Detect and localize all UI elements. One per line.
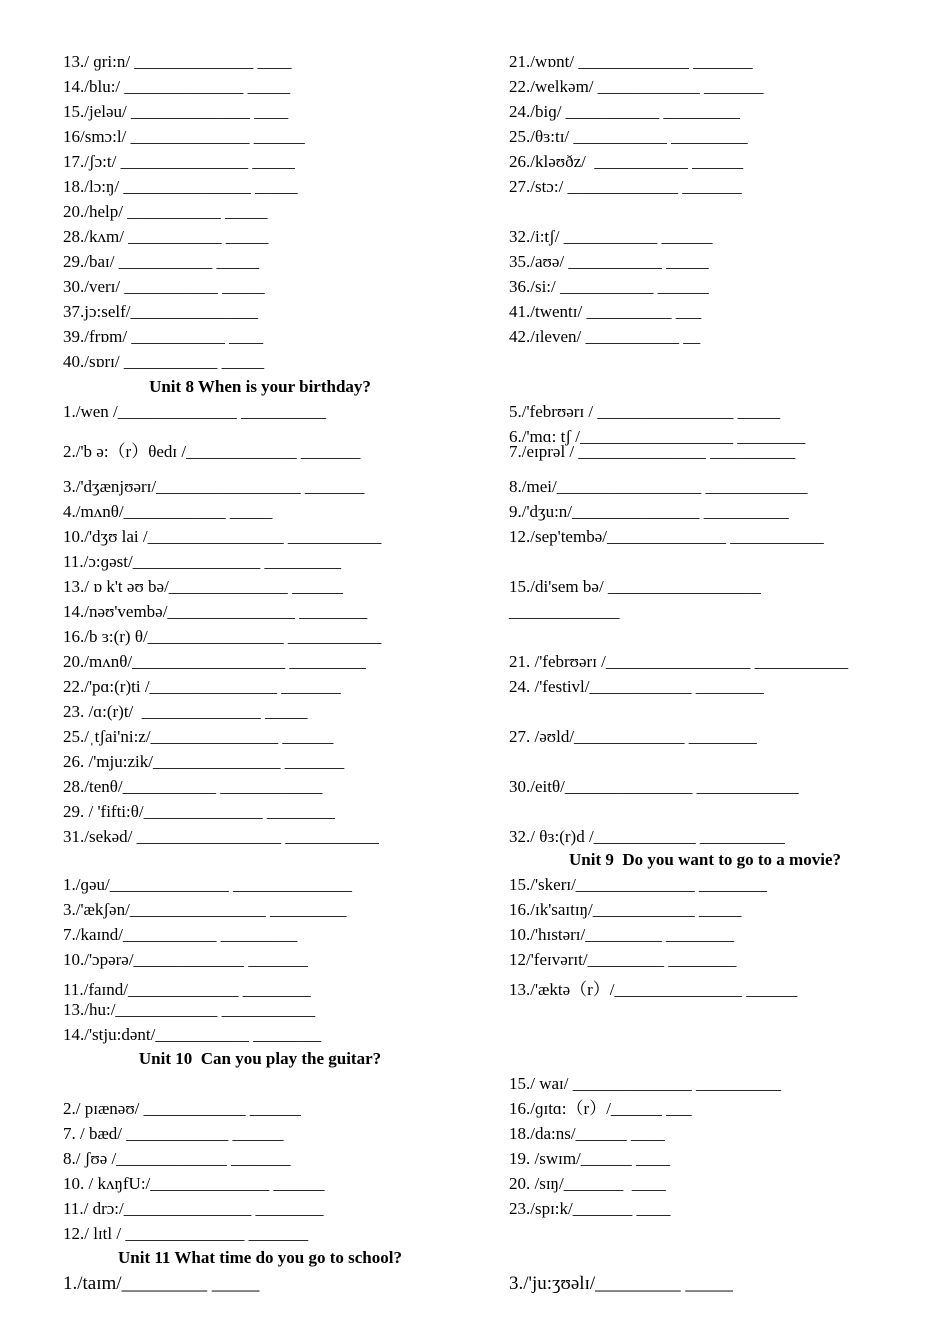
- word-entry-left: 29./baɪ/ ___________ _____: [63, 252, 259, 271]
- word-entry-right: 9./'dʒu:n/_______________ __________: [509, 502, 789, 521]
- unit-heading: Unit 8 When is your birthday?: [149, 377, 371, 396]
- word-entry-left: 26. /'mju:zik/_______________ _______: [63, 752, 345, 771]
- word-entry-right: 21./wɒnt/ _____________ _______: [509, 52, 753, 71]
- word-entry-right: 32./ θɜ:(r)d /____________ __________: [509, 827, 785, 846]
- word-entry-left: 25./ˌtʃai'ni:z/_______________ ______: [63, 727, 334, 746]
- word-entry-right: 25./θɜ:tɪ/ ___________ _________: [509, 127, 748, 146]
- word-entry-right: 10./'hɪstərɪ/_________ ________: [509, 925, 735, 944]
- word-entry-right: 35./aʊə/ ___________ _____: [509, 252, 709, 271]
- word-entry-right: 16./ɪk'saɪtɪŋ/____________ _____: [509, 900, 742, 919]
- word-entry-right: 18./da:ns/______ ____: [509, 1124, 665, 1143]
- word-entry-left: 1./wen /______________ __________: [63, 402, 327, 421]
- word-entry-left: 39./frɒm/ ___________ ____: [63, 327, 264, 346]
- word-entry-left: 40./sɒrɪ/ ___________ _____: [63, 352, 265, 371]
- word-entry-left: 2./ pɪænəʊ/ ____________ ______: [63, 1099, 301, 1118]
- word-entry-left: 4./mʌnθ/____________ _____: [63, 502, 273, 521]
- word-entry-left: 10./'dʒʊ lai /________________ ___________: [63, 527, 382, 546]
- word-entry-right: 15./di'sem bə/ __________________: [509, 577, 761, 596]
- word-entry-left: 11./ɔ:ɡəst/_______________ _________: [63, 552, 341, 571]
- word-entry-left: 7. / bæd/ ____________ ______: [63, 1124, 284, 1143]
- unit-heading: Unit 9 Do you want to go to a movie?: [569, 850, 841, 869]
- word-entry-left: 31./sekəd/ _________________ ___________: [63, 827, 379, 846]
- word-entry-right: 3./'ju:ʒʊəlɪ/_________ _____: [509, 1273, 733, 1294]
- word-entry-right: 42./ɪleven/ ___________ __: [509, 327, 701, 346]
- word-entry-right: 27./stɔ:/ _____________ _______: [509, 177, 742, 196]
- word-entry-left: 8./ ʃʊə /_____________ _______: [63, 1149, 291, 1168]
- word-entry-left: 1./ɡəu/______________ ______________: [63, 875, 352, 894]
- word-entry-right: 12./sep'tembə/______________ ___________: [509, 527, 824, 546]
- word-entry-right: 7./eɪprəl / _______________ __________: [509, 442, 796, 461]
- word-entry-right: 6./'mɑ: tʃ /__________________ ________: [509, 427, 806, 446]
- word-entry-right: 15./ waɪ/ ______________ __________: [509, 1074, 781, 1093]
- word-entry-left: 22./'pɑ:(r)ti /_______________ _______: [63, 677, 341, 696]
- word-entry-right: 32./i:tʃ/ ___________ ______: [509, 227, 713, 246]
- word-entry-left: 18./lɔ:ŋ/ _______________ _____: [63, 177, 298, 196]
- word-entry-right: 12/'feɪvərɪt/_________ ________: [509, 950, 737, 969]
- word-entry-right: 27. /əʊld/_____________ ________: [509, 727, 757, 746]
- word-entry-left: 13./hu:/____________ ___________: [63, 1000, 316, 1019]
- word-entry-left: 12./ lɪtl / ______________ _______: [63, 1224, 309, 1243]
- word-entry-right: 41./twentɪ/ __________ ___: [509, 302, 702, 321]
- word-entry-left: 15./jeləu/ ______________ ____: [63, 102, 289, 121]
- word-entry-right: 23./spɪ:k/_______ ____: [509, 1199, 671, 1218]
- word-entry-left: 7./kaɪnd/___________ _________: [63, 925, 298, 944]
- word-entry-right: 24. /'festivl/____________ ________: [509, 677, 764, 696]
- word-entry-left: 23. /ɑ:(r)t/ ______________ _____: [63, 702, 308, 721]
- word-entry-left: 13./ ɒ k't əʊ bə/______________ ______: [63, 577, 344, 596]
- word-entry-right: _____________: [509, 602, 620, 621]
- word-entry-left: 14./blu:/ ______________ _____: [63, 77, 291, 96]
- word-entry-left: 3./'ækʃən/________________ _________: [63, 900, 347, 919]
- word-entry-right: 26./kləʊðz/ ___________ ______: [509, 152, 744, 171]
- word-entry-left: 20./help/ ___________ _____: [63, 202, 268, 221]
- word-entry-left: 1./taɪm/_________ _____: [63, 1273, 260, 1294]
- unit-heading: Unit 11 What time do you go to school?: [118, 1248, 402, 1267]
- word-entry-left: 13./ ɡri:n/ ______________ ____: [63, 52, 292, 71]
- word-entry-right: 15./'skerɪ/______________ ________: [509, 875, 768, 894]
- word-entry-left: 14./nəʊ'vembə/_______________ ________: [63, 602, 368, 621]
- word-entry-left: 37.jɔ:self/_______________: [63, 302, 259, 321]
- word-entry-left: 11./faɪnd/_____________ ________: [63, 980, 311, 999]
- word-entry-left: 17./ʃɔ:t/ _______________ _____: [63, 152, 295, 171]
- word-entry-left: 10./'ɔpərə/_____________ _______: [63, 950, 308, 969]
- word-entry-left: 20./mʌnθ/__________________ _________: [63, 652, 366, 671]
- word-entry-left: 11./ drɔ:/_______________ ________: [63, 1199, 324, 1218]
- word-entry-right: 5./'febrʊərɪ / ________________ _____: [509, 402, 781, 421]
- word-entry-right: 13./'æktə（r）/_______________ ______: [509, 980, 798, 999]
- word-entry-left: 16./b ɜ:(r) θ/________________ ___________: [63, 627, 382, 646]
- word-entry-right: 21. /'febrʊərɪ /_________________ ___________: [509, 652, 849, 671]
- word-entry-left: 28./tenθ/___________ ____________: [63, 777, 323, 796]
- word-entry-left: 28./kʌm/ ___________ _____: [63, 227, 269, 246]
- word-entry-right: 22./welkəm/ ____________ _______: [509, 77, 764, 96]
- word-entry-right: 24./biɡ/ ___________ _________: [509, 102, 740, 121]
- word-entry-right: 20. /sɪŋ/_______ ____: [509, 1174, 666, 1193]
- word-entry-left: 30./verɪ/ ___________ _____: [63, 277, 265, 296]
- word-entry-left: 3./'dʒænjʊərɪ/_________________ _______: [63, 477, 365, 496]
- word-entry-left: 16/smɔ:l/ ______________ ______: [63, 127, 305, 146]
- word-entry-right: 36./si:/ ___________ ______: [509, 277, 709, 296]
- unit-heading: Unit 10 Can you play the guitar?: [138, 1049, 382, 1068]
- word-entry-right: 19. /swɪm/______ ____: [509, 1149, 671, 1168]
- word-entry-right: 30./eitθ/_______________ ____________: [509, 777, 799, 796]
- word-entry-left: 29. / 'fifti:θ/______________ ________: [63, 802, 335, 821]
- word-entry-right: 16./ɡɪtɑ:（r）/______ ___: [509, 1099, 692, 1118]
- word-entry-left: 2./'b ə:（r）θedɪ /_____________ _______: [63, 442, 361, 461]
- word-entry-left: 10. / kʌŋfU:/______________ ______: [63, 1174, 325, 1193]
- word-entry-right: 8./mei/_________________ ____________: [509, 477, 808, 496]
- word-entry-left: 14./'stju:dənt/___________ ________: [63, 1025, 322, 1044]
